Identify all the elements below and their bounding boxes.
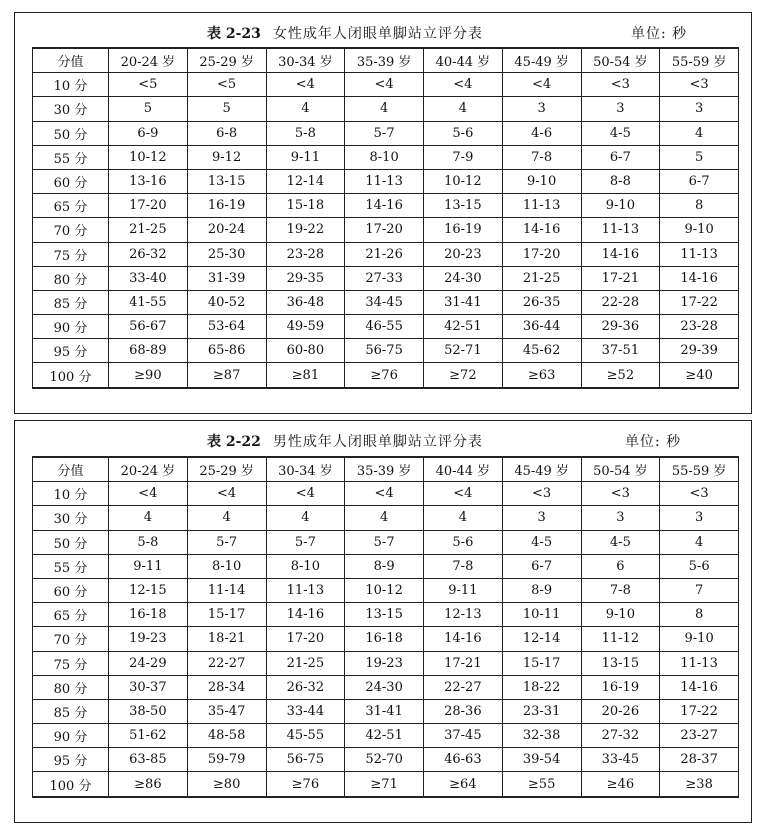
header-age-group: 35-39 岁 <box>345 48 424 73</box>
time-cell: 17-20 <box>345 218 424 242</box>
time-cell: 8-9 <box>345 554 424 578</box>
male-score-table <box>32 456 739 798</box>
time-cell: 29-35 <box>266 266 345 290</box>
time-cell: 38-50 <box>109 699 188 723</box>
time-cell: 24-30 <box>345 675 424 699</box>
time-cell: ≥80 <box>187 772 266 797</box>
time-cell: ≥46 <box>581 772 660 797</box>
time-cell: ≥81 <box>266 363 345 388</box>
time-cell: ≥71 <box>345 772 424 797</box>
score-cell: 30 分 <box>33 506 109 530</box>
time-cell: 31-41 <box>345 699 424 723</box>
time-cell: 48-58 <box>187 724 266 748</box>
time-cell: ≥64 <box>424 772 503 797</box>
header-row <box>33 48 739 73</box>
score-cell: 70 分 <box>33 218 109 242</box>
time-cell: 6-7 <box>502 554 581 578</box>
time-cell: 42-51 <box>345 724 424 748</box>
time-cell: 9-10 <box>660 218 739 242</box>
table-row <box>33 73 739 97</box>
time-cell: <4 <box>345 73 424 97</box>
time-cell: 45-55 <box>266 724 345 748</box>
time-cell: 5-6 <box>424 530 503 554</box>
time-cell: 3 <box>502 97 581 121</box>
female-score-table <box>32 47 739 389</box>
time-cell: 51-62 <box>109 724 188 748</box>
time-cell: 26-35 <box>502 290 581 314</box>
time-cell: 11-13 <box>266 578 345 602</box>
time-cell: 23-28 <box>266 242 345 266</box>
time-cell: 11-13 <box>581 218 660 242</box>
table-row <box>33 554 739 578</box>
time-cell: 18-21 <box>187 627 266 651</box>
time-cell: 32-38 <box>502 724 581 748</box>
table-row <box>33 651 739 675</box>
time-cell: 21-25 <box>502 266 581 290</box>
time-cell: 4 <box>266 506 345 530</box>
table-row <box>33 603 739 627</box>
time-cell: 5 <box>187 97 266 121</box>
time-cell: 4 <box>109 506 188 530</box>
header-age-group: 55-59 岁 <box>660 457 739 482</box>
time-cell: 40-52 <box>187 290 266 314</box>
time-cell: 39-54 <box>502 748 581 772</box>
time-cell: ≥63 <box>502 363 581 388</box>
time-cell: 26-32 <box>109 242 188 266</box>
time-cell: 8-9 <box>502 578 581 602</box>
table-row <box>33 675 739 699</box>
table-number: 表 2-22 <box>207 434 261 450</box>
time-cell: 11-13 <box>345 169 424 193</box>
table-row <box>33 121 739 145</box>
time-cell: <3 <box>660 482 739 506</box>
score-cell: 100 分 <box>33 363 109 388</box>
score-cell: 90 分 <box>33 315 109 339</box>
time-cell: 14-16 <box>345 194 424 218</box>
time-cell: 49-59 <box>266 315 345 339</box>
score-cell: 10 分 <box>33 482 109 506</box>
time-cell: 6-7 <box>581 145 660 169</box>
score-cell: 10 分 <box>33 73 109 97</box>
time-cell: 36-48 <box>266 290 345 314</box>
time-cell: 45-62 <box>502 339 581 363</box>
header-age-group: 25-29 岁 <box>187 457 266 482</box>
time-cell: 24-29 <box>109 651 188 675</box>
time-cell: ≥52 <box>581 363 660 388</box>
table-row <box>33 290 739 314</box>
table-row <box>33 506 739 530</box>
time-cell: 3 <box>660 97 739 121</box>
score-cell: 85 分 <box>33 699 109 723</box>
header-age-group: 25-29 岁 <box>187 48 266 73</box>
table-title <box>207 23 483 43</box>
time-cell: 8-10 <box>187 554 266 578</box>
time-cell: <4 <box>424 73 503 97</box>
time-cell: 5-7 <box>345 530 424 554</box>
time-cell: 14-16 <box>581 242 660 266</box>
time-cell: 11-14 <box>187 578 266 602</box>
time-cell: 7-8 <box>581 578 660 602</box>
time-cell: 5-6 <box>424 121 503 145</box>
time-cell: 4-5 <box>502 530 581 554</box>
score-cell: 50 分 <box>33 121 109 145</box>
time-cell: 46-63 <box>424 748 503 772</box>
time-cell: 5-6 <box>660 554 739 578</box>
time-cell: 9-11 <box>424 578 503 602</box>
time-cell: 4 <box>266 97 345 121</box>
score-cell: 90 分 <box>33 724 109 748</box>
time-cell: <4 <box>424 482 503 506</box>
time-cell: 9-12 <box>187 145 266 169</box>
time-cell: ≥38 <box>660 772 739 797</box>
time-cell: 20-26 <box>581 699 660 723</box>
time-cell: 60-80 <box>266 339 345 363</box>
male-score-panel <box>14 420 752 823</box>
time-cell: <4 <box>266 73 345 97</box>
time-cell: 16-19 <box>424 218 503 242</box>
time-cell: 19-23 <box>109 627 188 651</box>
header-row <box>33 457 739 482</box>
header-age-group: 30-34 岁 <box>266 48 345 73</box>
time-cell: 31-41 <box>424 290 503 314</box>
time-cell: 46-55 <box>345 315 424 339</box>
time-cell: 16-19 <box>187 194 266 218</box>
time-cell: 12-13 <box>424 603 503 627</box>
time-cell: 14-16 <box>660 266 739 290</box>
time-cell: 8-8 <box>581 169 660 193</box>
score-cell: 55 分 <box>33 145 109 169</box>
score-cell: 60 分 <box>33 578 109 602</box>
time-cell: 11-13 <box>660 651 739 675</box>
time-cell: 4 <box>187 506 266 530</box>
time-cell: 9-10 <box>502 169 581 193</box>
time-cell: <4 <box>345 482 424 506</box>
time-cell: 33-45 <box>581 748 660 772</box>
time-cell: 30-37 <box>109 675 188 699</box>
time-cell: 3 <box>660 506 739 530</box>
time-cell: 15-17 <box>502 651 581 675</box>
score-cell: 50 分 <box>33 530 109 554</box>
time-cell: 7-9 <box>424 145 503 169</box>
time-cell: 13-16 <box>109 169 188 193</box>
time-cell: 5 <box>660 145 739 169</box>
time-cell: 10-12 <box>424 169 503 193</box>
time-cell: 13-15 <box>424 194 503 218</box>
time-cell: <3 <box>581 482 660 506</box>
table-row <box>33 578 739 602</box>
time-cell: 19-23 <box>345 651 424 675</box>
time-cell: 26-32 <box>266 675 345 699</box>
time-cell: 14-16 <box>660 675 739 699</box>
time-cell: 18-22 <box>502 675 581 699</box>
table-caption <box>15 421 751 453</box>
time-cell: <3 <box>581 73 660 97</box>
time-cell: 29-39 <box>660 339 739 363</box>
time-cell: 7 <box>660 578 739 602</box>
time-cell: ≥90 <box>109 363 188 388</box>
time-cell: 21-25 <box>266 651 345 675</box>
time-cell: 41-55 <box>109 290 188 314</box>
time-cell: 11-12 <box>581 627 660 651</box>
time-cell: 52-71 <box>424 339 503 363</box>
time-cell: 56-75 <box>345 339 424 363</box>
time-cell: 16-18 <box>345 627 424 651</box>
score-cell: 55 分 <box>33 554 109 578</box>
time-cell: <3 <box>660 73 739 97</box>
time-cell: 8 <box>660 603 739 627</box>
time-cell: 8-10 <box>345 145 424 169</box>
time-cell: 31-39 <box>187 266 266 290</box>
time-cell: 7-8 <box>424 554 503 578</box>
score-cell: 30 分 <box>33 97 109 121</box>
score-cell: 85 分 <box>33 290 109 314</box>
time-cell: 4 <box>345 97 424 121</box>
table-row <box>33 339 739 363</box>
score-cell: 60 分 <box>33 169 109 193</box>
table-title-text: 男性成年人闭眼单脚站立评分表 <box>272 434 483 450</box>
score-cell: 65 分 <box>33 194 109 218</box>
time-cell: 6 <box>581 554 660 578</box>
time-cell: <3 <box>502 482 581 506</box>
time-cell: 6-7 <box>660 169 739 193</box>
time-cell: 3 <box>502 506 581 530</box>
time-cell: 28-34 <box>187 675 266 699</box>
header-age-group: 55-59 岁 <box>660 48 739 73</box>
table-row <box>33 218 739 242</box>
header-age-group: 20-24 岁 <box>109 457 188 482</box>
time-cell: 5 <box>109 97 188 121</box>
time-cell: 4 <box>660 121 739 145</box>
header-age-group: 50-54 岁 <box>581 457 660 482</box>
table-row <box>33 772 739 797</box>
time-cell: 14-16 <box>502 218 581 242</box>
table-caption <box>15 13 751 45</box>
score-cell: 75 分 <box>33 651 109 675</box>
time-cell: 6-8 <box>187 121 266 145</box>
score-cell: 65 分 <box>33 603 109 627</box>
score-cell: 75 分 <box>33 242 109 266</box>
time-cell: 42-51 <box>424 315 503 339</box>
time-cell: 63-85 <box>109 748 188 772</box>
score-cell: 95 分 <box>33 748 109 772</box>
time-cell: 14-16 <box>424 627 503 651</box>
time-cell: ≥72 <box>424 363 503 388</box>
time-cell: 59-79 <box>187 748 266 772</box>
table-row <box>33 194 739 218</box>
time-cell: 33-44 <box>266 699 345 723</box>
header-score: 分值 <box>33 457 109 482</box>
time-cell: 21-26 <box>345 242 424 266</box>
header-age-group: 30-34 岁 <box>266 457 345 482</box>
time-cell: <4 <box>502 73 581 97</box>
time-cell: 9-11 <box>266 145 345 169</box>
time-cell: <5 <box>187 73 266 97</box>
time-cell: 27-32 <box>581 724 660 748</box>
time-cell: 56-75 <box>266 748 345 772</box>
table-row <box>33 748 739 772</box>
time-cell: 35-47 <box>187 699 266 723</box>
header-age-group: 40-44 岁 <box>424 457 503 482</box>
time-cell: 8 <box>660 194 739 218</box>
time-cell: 17-20 <box>109 194 188 218</box>
time-cell: 24-30 <box>424 266 503 290</box>
score-cell: 70 分 <box>33 627 109 651</box>
female-score-panel <box>14 12 752 414</box>
time-cell: <4 <box>109 482 188 506</box>
time-cell: 4-6 <box>502 121 581 145</box>
time-cell: <4 <box>187 482 266 506</box>
time-cell: 9-10 <box>581 603 660 627</box>
time-cell: 17-21 <box>581 266 660 290</box>
table-number: 表 2-23 <box>207 26 261 42</box>
time-cell: 9-11 <box>109 554 188 578</box>
time-cell: 34-45 <box>345 290 424 314</box>
time-cell: 7-8 <box>502 145 581 169</box>
time-cell: 28-36 <box>424 699 503 723</box>
unit-label: 单位: 秒 <box>631 26 688 42</box>
header-age-group: 40-44 岁 <box>424 48 503 73</box>
time-cell: 22-27 <box>187 651 266 675</box>
time-cell: 10-12 <box>345 578 424 602</box>
time-cell: 15-18 <box>266 194 345 218</box>
time-cell: 52-70 <box>345 748 424 772</box>
time-cell: <4 <box>266 482 345 506</box>
time-cell: 16-19 <box>581 675 660 699</box>
score-cell: 80 分 <box>33 675 109 699</box>
time-cell: 16-18 <box>109 603 188 627</box>
table-row <box>33 97 739 121</box>
time-cell: 4 <box>345 506 424 530</box>
time-cell: 13-15 <box>187 169 266 193</box>
header-score: 分值 <box>33 48 109 73</box>
time-cell: ≥76 <box>345 363 424 388</box>
time-cell: 29-36 <box>581 315 660 339</box>
time-cell: 28-37 <box>660 748 739 772</box>
table-row <box>33 482 739 506</box>
time-cell: 5-8 <box>266 121 345 145</box>
time-cell: ≥87 <box>187 363 266 388</box>
time-cell: 15-17 <box>187 603 266 627</box>
time-cell: 17-22 <box>660 290 739 314</box>
time-cell: 17-22 <box>660 699 739 723</box>
time-cell: 23-27 <box>660 724 739 748</box>
time-cell: 12-14 <box>266 169 345 193</box>
time-cell: 12-14 <box>502 627 581 651</box>
time-cell: 5-7 <box>266 530 345 554</box>
time-cell: 21-25 <box>109 218 188 242</box>
time-cell: 17-21 <box>424 651 503 675</box>
time-cell: 17-20 <box>502 242 581 266</box>
time-cell: 53-64 <box>187 315 266 339</box>
time-cell: 17-20 <box>266 627 345 651</box>
table-row <box>33 363 739 388</box>
table-row <box>33 724 739 748</box>
time-cell: 4-5 <box>581 530 660 554</box>
header-age-group: 35-39 岁 <box>345 457 424 482</box>
time-cell: 11-13 <box>502 194 581 218</box>
table-row <box>33 315 739 339</box>
time-cell: 14-16 <box>266 603 345 627</box>
time-cell: 13-15 <box>581 651 660 675</box>
time-cell: 5-7 <box>187 530 266 554</box>
time-cell: 22-28 <box>581 290 660 314</box>
score-cell: 95 分 <box>33 339 109 363</box>
time-cell: 56-67 <box>109 315 188 339</box>
time-cell: 22-27 <box>424 675 503 699</box>
table-row <box>33 266 739 290</box>
time-cell: 11-13 <box>660 242 739 266</box>
time-cell: 4 <box>660 530 739 554</box>
time-cell: 10-12 <box>109 145 188 169</box>
header-age-group: 45-49 岁 <box>502 457 581 482</box>
time-cell: 4-5 <box>581 121 660 145</box>
time-cell: <5 <box>109 73 188 97</box>
time-cell: 12-15 <box>109 578 188 602</box>
time-cell: 20-24 <box>187 218 266 242</box>
time-cell: 27-33 <box>345 266 424 290</box>
score-cell: 100 分 <box>33 772 109 797</box>
time-cell: 13-15 <box>345 603 424 627</box>
table-row <box>33 145 739 169</box>
time-cell: ≥55 <box>502 772 581 797</box>
time-cell: 4 <box>424 506 503 530</box>
time-cell: 25-30 <box>187 242 266 266</box>
table-title-text: 女性成年人闭眼单脚站立评分表 <box>272 26 483 42</box>
time-cell: 33-40 <box>109 266 188 290</box>
table-row <box>33 169 739 193</box>
time-cell: 20-23 <box>424 242 503 266</box>
table-row <box>33 699 739 723</box>
time-cell: 65-86 <box>187 339 266 363</box>
time-cell: 9-10 <box>581 194 660 218</box>
time-cell: 37-45 <box>424 724 503 748</box>
time-cell: 19-22 <box>266 218 345 242</box>
time-cell: 68-89 <box>109 339 188 363</box>
table-row <box>33 530 739 554</box>
time-cell: 5-7 <box>345 121 424 145</box>
time-cell: 4 <box>424 97 503 121</box>
time-cell: 23-28 <box>660 315 739 339</box>
time-cell: ≥40 <box>660 363 739 388</box>
time-cell: ≥76 <box>266 772 345 797</box>
time-cell: 3 <box>581 97 660 121</box>
table-row <box>33 242 739 266</box>
time-cell: 37-51 <box>581 339 660 363</box>
header-age-group: 45-49 岁 <box>502 48 581 73</box>
time-cell: 36-44 <box>502 315 581 339</box>
time-cell: 3 <box>581 506 660 530</box>
time-cell: ≥86 <box>109 772 188 797</box>
time-cell: 6-9 <box>109 121 188 145</box>
unit-label: 单位: 秒 <box>625 434 682 450</box>
time-cell: 10-11 <box>502 603 581 627</box>
header-age-group: 20-24 岁 <box>109 48 188 73</box>
time-cell: 5-8 <box>109 530 188 554</box>
table-row <box>33 627 739 651</box>
time-cell: 8-10 <box>266 554 345 578</box>
table-title <box>207 431 483 451</box>
header-age-group: 50-54 岁 <box>581 48 660 73</box>
time-cell: 9-10 <box>660 627 739 651</box>
time-cell: 23-31 <box>502 699 581 723</box>
score-cell: 80 分 <box>33 266 109 290</box>
